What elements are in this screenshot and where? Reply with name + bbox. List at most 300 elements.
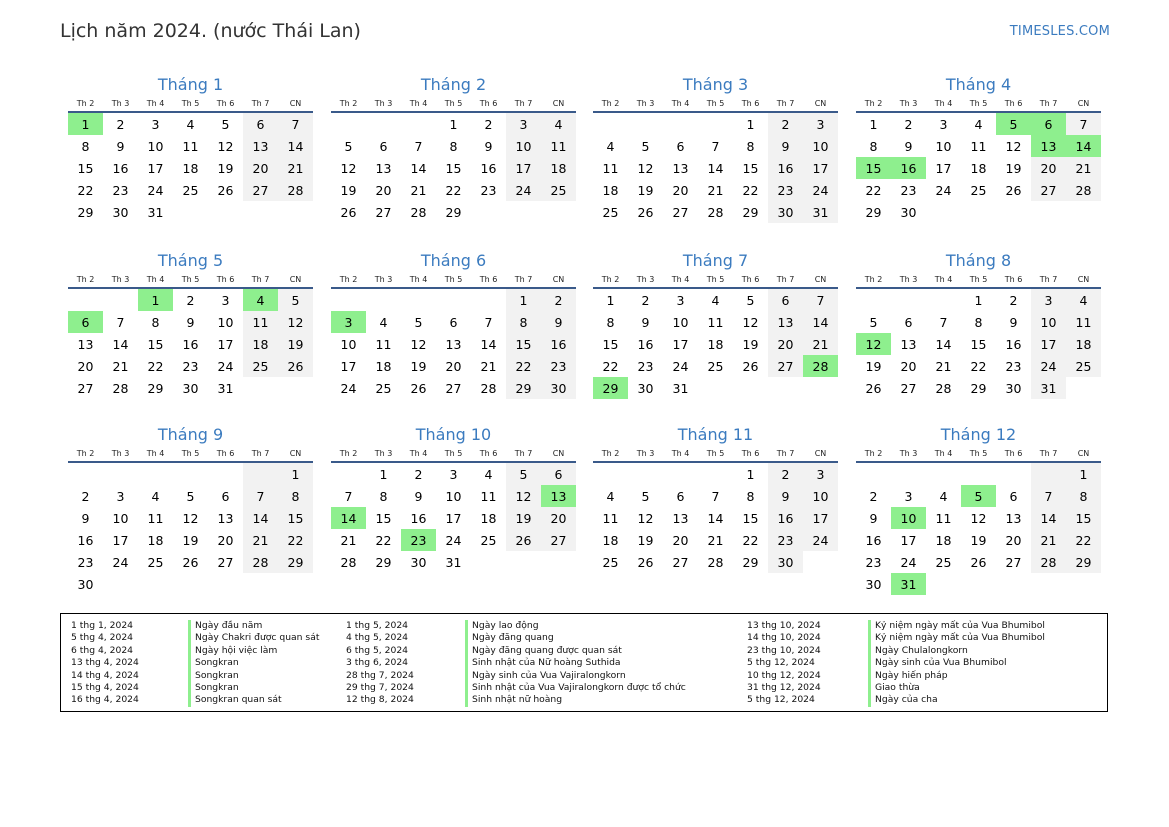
calendar-day[interactable]: 19 (637, 532, 654, 548)
calendar-day[interactable]: 1 (68, 113, 103, 135)
calendar-day[interactable]: 30 (182, 380, 199, 396)
calendar-day[interactable]: 2 (484, 116, 493, 132)
calendar-day[interactable]: 18 (147, 532, 164, 548)
calendar-day[interactable]: 28 (1031, 551, 1066, 573)
calendar-day[interactable]: 13 (243, 135, 278, 157)
calendar-day[interactable]: 8 (449, 138, 458, 154)
calendar-day[interactable]: 18 (602, 532, 619, 548)
calendar-day[interactable]: 20 (1005, 532, 1022, 548)
calendar-day[interactable]: 16 (637, 336, 654, 352)
calendar-day[interactable]: 18 (970, 160, 987, 176)
calendar-day[interactable]: 5 (869, 314, 878, 330)
calendar-day[interactable]: 30 (900, 204, 917, 220)
calendar-day[interactable]: 1 (1066, 463, 1101, 485)
calendar-day[interactable]: 11 (935, 510, 952, 526)
calendar-day[interactable]: 23 (480, 182, 497, 198)
calendar-day[interactable]: 1 (974, 292, 983, 308)
calendar-day[interactable]: 7 (803, 289, 838, 311)
calendar-day[interactable]: 28 (340, 554, 357, 570)
calendar-day[interactable]: 2 (541, 289, 576, 311)
calendar-day[interactable]: 16 (865, 532, 882, 548)
calendar-day[interactable]: 14 (707, 510, 724, 526)
calendar-day[interactable]: 22 (77, 182, 94, 198)
calendar-day[interactable]: 20 (900, 358, 917, 374)
calendar-day[interactable]: 19 (970, 532, 987, 548)
calendar-day[interactable]: 8 (151, 314, 160, 330)
calendar-day[interactable]: 20 (243, 157, 278, 179)
calendar-day[interactable]: 11 (541, 135, 576, 157)
calendar-day[interactable]: 11 (1066, 311, 1101, 333)
calendar-day[interactable]: 19 (410, 358, 427, 374)
calendar-day[interactable]: 27 (375, 204, 392, 220)
calendar-day[interactable]: 15 (602, 336, 619, 352)
calendar-day[interactable]: 21 (340, 532, 357, 548)
calendar-day[interactable]: 26 (1005, 182, 1022, 198)
calendar-day[interactable]: 8 (746, 488, 755, 504)
calendar-day[interactable]: 17 (340, 358, 357, 374)
calendar-day[interactable]: 9 (869, 510, 878, 526)
calendar-day[interactable]: 25 (375, 380, 392, 396)
calendar-day[interactable]: 26 (278, 355, 313, 377)
calendar-day[interactable]: 21 (707, 182, 724, 198)
calendar-day[interactable]: 20 (445, 358, 462, 374)
calendar-day[interactable]: 27 (445, 380, 462, 396)
calendar-day[interactable]: 10 (340, 336, 357, 352)
calendar-day[interactable]: 5 (221, 116, 230, 132)
calendar-day[interactable]: 30 (410, 554, 427, 570)
calendar-day[interactable]: 7 (1031, 485, 1066, 507)
calendar-day[interactable]: 29 (593, 377, 628, 399)
calendar-day[interactable]: 1 (379, 466, 388, 482)
calendar-day[interactable]: 17 (672, 336, 689, 352)
calendar-day[interactable]: 16 (541, 333, 576, 355)
calendar-day[interactable]: 23 (112, 182, 129, 198)
calendar-day[interactable]: 27 (541, 529, 576, 551)
calendar-day[interactable]: 23 (900, 182, 917, 198)
calendar-day[interactable]: 15 (77, 160, 94, 176)
calendar-day[interactable]: 25 (182, 182, 199, 198)
calendar-day[interactable]: 12 (410, 336, 427, 352)
calendar-day[interactable]: 12 (1005, 138, 1022, 154)
calendar-day[interactable]: 24 (803, 179, 838, 201)
calendar-day[interactable]: 23 (768, 529, 803, 551)
calendar-day[interactable]: 12 (637, 510, 654, 526)
calendar-day[interactable]: 11 (243, 311, 278, 333)
calendar-day[interactable]: 4 (974, 116, 983, 132)
calendar-day[interactable]: 6 (676, 138, 685, 154)
calendar-day[interactable]: 4 (243, 289, 278, 311)
calendar-day[interactable]: 25 (602, 554, 619, 570)
calendar-day[interactable]: 7 (344, 488, 353, 504)
calendar-day[interactable]: 19 (340, 182, 357, 198)
calendar-day[interactable]: 28 (803, 355, 838, 377)
calendar-day[interactable]: 16 (768, 507, 803, 529)
calendar-day[interactable]: 3 (116, 488, 125, 504)
calendar-day[interactable]: 6 (904, 314, 913, 330)
calendar-day[interactable]: 26 (742, 358, 759, 374)
calendar-day[interactable]: 3 (331, 311, 366, 333)
calendar-day[interactable]: 19 (217, 160, 234, 176)
calendar-day[interactable]: 5 (746, 292, 755, 308)
calendar-day[interactable]: 6 (449, 314, 458, 330)
calendar-day[interactable]: 29 (865, 204, 882, 220)
calendar-day[interactable]: 18 (707, 336, 724, 352)
calendar-day[interactable]: 10 (803, 485, 838, 507)
calendar-day[interactable]: 23 (865, 554, 882, 570)
calendar-day[interactable]: 22 (278, 529, 313, 551)
calendar-day[interactable]: 28 (410, 204, 427, 220)
calendar-day[interactable]: 31 (1031, 377, 1066, 399)
calendar-day[interactable]: 17 (803, 507, 838, 529)
calendar-day[interactable]: 28 (278, 179, 313, 201)
calendar-day[interactable]: 2 (768, 463, 803, 485)
calendar-day[interactable]: 10 (217, 314, 234, 330)
calendar-day[interactable]: 25 (707, 358, 724, 374)
calendar-day[interactable]: 16 (77, 532, 94, 548)
calendar-day[interactable]: 6 (243, 113, 278, 135)
calendar-day[interactable]: 16 (182, 336, 199, 352)
calendar-day[interactable]: 26 (506, 529, 541, 551)
calendar-day[interactable]: 19 (182, 532, 199, 548)
calendar-day[interactable]: 31 (672, 380, 689, 396)
calendar-day[interactable]: 29 (1066, 551, 1101, 573)
calendar-day[interactable]: 19 (637, 182, 654, 198)
calendar-day[interactable]: 13 (541, 485, 576, 507)
calendar-day[interactable]: 21 (935, 358, 952, 374)
calendar-day[interactable]: 20 (672, 532, 689, 548)
calendar-day[interactable]: 26 (970, 554, 987, 570)
calendar-day[interactable]: 25 (147, 554, 164, 570)
calendar-day[interactable]: 28 (707, 204, 724, 220)
calendar-day[interactable]: 10 (445, 488, 462, 504)
calendar-day[interactable]: 11 (602, 160, 619, 176)
calendar-day[interactable]: 28 (1066, 179, 1101, 201)
calendar-day[interactable]: 8 (81, 138, 90, 154)
calendar-day[interactable]: 22 (375, 532, 392, 548)
calendar-day[interactable]: 13 (445, 336, 462, 352)
calendar-day[interactable]: 20 (672, 182, 689, 198)
calendar-day[interactable]: 27 (217, 554, 234, 570)
calendar-day[interactable]: 30 (541, 377, 576, 399)
calendar-day[interactable]: 16 (768, 157, 803, 179)
calendar-day[interactable]: 2 (186, 292, 195, 308)
calendar-day[interactable]: 3 (676, 292, 685, 308)
calendar-day[interactable]: 6 (1031, 113, 1066, 135)
calendar-day[interactable]: 25 (480, 532, 497, 548)
calendar-day[interactable]: 9 (186, 314, 195, 330)
calendar-day[interactable]: 14 (1031, 507, 1066, 529)
calendar-day[interactable]: 28 (480, 380, 497, 396)
calendar-day[interactable]: 16 (1005, 336, 1022, 352)
calendar-day[interactable]: 29 (278, 551, 313, 573)
calendar-day[interactable]: 5 (996, 113, 1031, 135)
site-link[interactable]: TIMESLES.COM (1009, 24, 1110, 39)
calendar-day[interactable]: 29 (742, 554, 759, 570)
calendar-day[interactable]: 1 (138, 289, 173, 311)
calendar-day[interactable]: 14 (278, 135, 313, 157)
calendar-day[interactable]: 18 (1066, 333, 1101, 355)
calendar-day[interactable]: 13 (900, 336, 917, 352)
calendar-day[interactable]: 7 (711, 488, 720, 504)
calendar-day[interactable]: 19 (506, 507, 541, 529)
calendar-day[interactable]: 4 (151, 488, 160, 504)
calendar-day[interactable]: 22 (865, 182, 882, 198)
calendar-day[interactable]: 12 (637, 160, 654, 176)
calendar-day[interactable]: 9 (484, 138, 493, 154)
calendar-day[interactable]: 14 (331, 507, 366, 529)
calendar-day[interactable]: 15 (742, 510, 759, 526)
calendar-day[interactable]: 24 (112, 554, 129, 570)
calendar-day[interactable]: 8 (1066, 485, 1101, 507)
calendar-day[interactable]: 1 (606, 292, 615, 308)
calendar-day[interactable]: 5 (186, 488, 195, 504)
calendar-day[interactable]: 25 (935, 554, 952, 570)
calendar-day[interactable]: 22 (742, 182, 759, 198)
calendar-day[interactable]: 6 (1009, 488, 1018, 504)
calendar-day[interactable]: 13 (672, 160, 689, 176)
calendar-day[interactable]: 18 (602, 182, 619, 198)
calendar-day[interactable]: 15 (506, 333, 541, 355)
calendar-day[interactable]: 20 (1031, 157, 1066, 179)
calendar-day[interactable]: 17 (445, 510, 462, 526)
calendar-day[interactable]: 11 (375, 336, 392, 352)
calendar-day[interactable]: 5 (278, 289, 313, 311)
calendar-day[interactable]: 30 (768, 201, 803, 223)
calendar-day[interactable]: 13 (1031, 135, 1066, 157)
calendar-day[interactable]: 2 (1009, 292, 1018, 308)
calendar-day[interactable]: 4 (186, 116, 195, 132)
calendar-day[interactable]: 17 (147, 160, 164, 176)
calendar-day[interactable]: 3 (904, 488, 913, 504)
calendar-day[interactable]: 30 (77, 576, 94, 592)
calendar-day[interactable]: 5 (641, 488, 650, 504)
calendar-day[interactable]: 6 (676, 488, 685, 504)
calendar-day[interactable]: 30 (637, 380, 654, 396)
calendar-day[interactable]: 15 (445, 160, 462, 176)
calendar-day[interactable]: 18 (480, 510, 497, 526)
calendar-day[interactable]: 3 (151, 116, 160, 132)
calendar-day[interactable]: 17 (803, 157, 838, 179)
calendar-day[interactable]: 29 (375, 554, 392, 570)
calendar-day[interactable]: 28 (112, 380, 129, 396)
calendar-day[interactable]: 27 (672, 554, 689, 570)
calendar-day[interactable]: 17 (506, 157, 541, 179)
calendar-day[interactable]: 29 (970, 380, 987, 396)
calendar-day[interactable]: 22 (1066, 529, 1101, 551)
calendar-day[interactable]: 22 (970, 358, 987, 374)
calendar-day[interactable]: 5 (641, 138, 650, 154)
calendar-day[interactable]: 1 (278, 463, 313, 485)
calendar-day[interactable]: 26 (217, 182, 234, 198)
calendar-day[interactable]: 4 (541, 113, 576, 135)
calendar-day[interactable]: 29 (506, 377, 541, 399)
calendar-day[interactable]: 22 (445, 182, 462, 198)
calendar-day[interactable]: 19 (742, 336, 759, 352)
calendar-day[interactable]: 25 (970, 182, 987, 198)
calendar-day[interactable]: 7 (484, 314, 493, 330)
calendar-day[interactable]: 21 (243, 529, 278, 551)
calendar-day[interactable]: 12 (970, 510, 987, 526)
calendar-day[interactable]: 8 (379, 488, 388, 504)
calendar-day[interactable]: 5 (414, 314, 423, 330)
calendar-day[interactable]: 14 (803, 311, 838, 333)
calendar-day[interactable]: 22 (602, 358, 619, 374)
calendar-day[interactable]: 25 (541, 179, 576, 201)
calendar-day[interactable]: 24 (935, 182, 952, 198)
calendar-day[interactable]: 26 (182, 554, 199, 570)
calendar-day[interactable]: 30 (768, 551, 803, 573)
calendar-day[interactable]: 27 (243, 179, 278, 201)
calendar-day[interactable]: 3 (221, 292, 230, 308)
calendar-day[interactable]: 4 (379, 314, 388, 330)
calendar-day[interactable]: 30 (1005, 380, 1022, 396)
calendar-day[interactable]: 22 (506, 355, 541, 377)
calendar-day[interactable]: 20 (217, 532, 234, 548)
calendar-day[interactable]: 1 (746, 466, 755, 482)
calendar-day[interactable]: 17 (935, 160, 952, 176)
calendar-day[interactable]: 1 (449, 116, 458, 132)
calendar-day[interactable]: 26 (410, 380, 427, 396)
calendar-day[interactable]: 28 (243, 551, 278, 573)
calendar-day[interactable]: 9 (541, 311, 576, 333)
calendar-day[interactable]: 29 (742, 204, 759, 220)
calendar-day[interactable]: 7 (243, 485, 278, 507)
calendar-day[interactable]: 24 (1031, 355, 1066, 377)
calendar-day[interactable]: 23 (637, 358, 654, 374)
calendar-day[interactable]: 24 (672, 358, 689, 374)
calendar-day[interactable]: 9 (81, 510, 90, 526)
calendar-day[interactable]: 19 (1005, 160, 1022, 176)
calendar-day[interactable]: 20 (375, 182, 392, 198)
calendar-day[interactable]: 9 (904, 138, 913, 154)
calendar-day[interactable]: 12 (340, 160, 357, 176)
calendar-day[interactable]: 22 (147, 358, 164, 374)
calendar-day[interactable]: 18 (243, 333, 278, 355)
calendar-day[interactable]: 30 (112, 204, 129, 220)
calendar-day[interactable]: 14 (480, 336, 497, 352)
calendar-day[interactable]: 27 (77, 380, 94, 396)
calendar-day[interactable]: 17 (112, 532, 129, 548)
calendar-day[interactable]: 28 (707, 554, 724, 570)
calendar-day[interactable]: 13 (768, 311, 803, 333)
calendar-day[interactable]: 11 (707, 314, 724, 330)
calendar-day[interactable]: 4 (606, 488, 615, 504)
calendar-day[interactable]: 3 (803, 463, 838, 485)
calendar-day[interactable]: 15 (147, 336, 164, 352)
calendar-day[interactable]: 4 (484, 466, 493, 482)
calendar-day[interactable]: 31 (891, 573, 926, 595)
calendar-day[interactable]: 21 (707, 532, 724, 548)
calendar-day[interactable]: 10 (147, 138, 164, 154)
calendar-day[interactable]: 14 (410, 160, 427, 176)
calendar-day[interactable]: 10 (506, 135, 541, 157)
calendar-day[interactable]: 9 (1009, 314, 1018, 330)
calendar-day[interactable]: 1 (869, 116, 878, 132)
calendar-day[interactable]: 6 (221, 488, 230, 504)
calendar-day[interactable]: 9 (116, 138, 125, 154)
calendar-day[interactable]: 11 (970, 138, 987, 154)
calendar-day[interactable]: 29 (445, 204, 462, 220)
calendar-day[interactable]: 20 (541, 507, 576, 529)
calendar-day[interactable]: 10 (112, 510, 129, 526)
calendar-day[interactable]: 10 (803, 135, 838, 157)
calendar-day[interactable]: 2 (81, 488, 90, 504)
calendar-day[interactable]: 13 (217, 510, 234, 526)
calendar-day[interactable]: 7 (278, 113, 313, 135)
calendar-day[interactable]: 27 (768, 355, 803, 377)
calendar-day[interactable]: 8 (974, 314, 983, 330)
calendar-day[interactable]: 8 (606, 314, 615, 330)
calendar-day[interactable]: 12 (742, 314, 759, 330)
calendar-day[interactable]: 13 (1005, 510, 1022, 526)
calendar-day[interactable]: 14 (243, 507, 278, 529)
calendar-day[interactable]: 9 (414, 488, 423, 504)
calendar-day[interactable]: 21 (803, 333, 838, 355)
calendar-day[interactable]: 19 (865, 358, 882, 374)
calendar-day[interactable]: 14 (1066, 135, 1101, 157)
calendar-day[interactable]: 5 (961, 485, 996, 507)
calendar-day[interactable]: 4 (711, 292, 720, 308)
calendar-day[interactable]: 27 (900, 380, 917, 396)
calendar-day[interactable]: 23 (541, 355, 576, 377)
calendar-day[interactable]: 1 (746, 116, 755, 132)
calendar-day[interactable]: 15 (375, 510, 392, 526)
calendar-day[interactable]: 15 (742, 160, 759, 176)
calendar-day[interactable]: 28 (935, 380, 952, 396)
calendar-day[interactable]: 2 (116, 116, 125, 132)
calendar-day[interactable]: 20 (768, 333, 803, 355)
calendar-day[interactable]: 2 (641, 292, 650, 308)
calendar-day[interactable]: 21 (480, 358, 497, 374)
calendar-day[interactable]: 18 (182, 160, 199, 176)
calendar-day[interactable]: 14 (707, 160, 724, 176)
calendar-day[interactable]: 2 (768, 113, 803, 135)
calendar-day[interactable]: 3 (803, 113, 838, 135)
calendar-day[interactable]: 17 (217, 336, 234, 352)
calendar-day[interactable]: 3 (506, 113, 541, 135)
calendar-day[interactable]: 21 (1066, 157, 1101, 179)
calendar-day[interactable]: 22 (742, 532, 759, 548)
calendar-day[interactable]: 1 (506, 289, 541, 311)
calendar-day[interactable]: 9 (641, 314, 650, 330)
calendar-day[interactable]: 24 (445, 532, 462, 548)
calendar-day[interactable]: 7 (939, 314, 948, 330)
calendar-day[interactable]: 24 (900, 554, 917, 570)
calendar-day[interactable]: 24 (147, 182, 164, 198)
calendar-day[interactable]: 24 (803, 529, 838, 551)
calendar-day[interactable]: 27 (1031, 179, 1066, 201)
calendar-day[interactable]: 11 (602, 510, 619, 526)
calendar-day[interactable]: 11 (182, 138, 199, 154)
calendar-day[interactable]: 27 (1005, 554, 1022, 570)
calendar-day[interactable]: 2 (869, 488, 878, 504)
calendar-day[interactable]: 24 (506, 179, 541, 201)
calendar-day[interactable]: 8 (506, 311, 541, 333)
calendar-day[interactable]: 15 (856, 157, 891, 179)
calendar-day[interactable]: 17 (900, 532, 917, 548)
calendar-day[interactable]: 8 (869, 138, 878, 154)
calendar-day[interactable]: 18 (541, 157, 576, 179)
calendar-day[interactable]: 12 (506, 485, 541, 507)
calendar-day[interactable]: 12 (856, 333, 891, 355)
calendar-day[interactable]: 6 (68, 311, 103, 333)
calendar-day[interactable]: 29 (77, 204, 94, 220)
calendar-day[interactable]: 24 (217, 358, 234, 374)
calendar-day[interactable]: 27 (672, 204, 689, 220)
calendar-day[interactable]: 3 (939, 116, 948, 132)
calendar-day[interactable]: 4 (606, 138, 615, 154)
calendar-day[interactable]: 5 (344, 138, 353, 154)
